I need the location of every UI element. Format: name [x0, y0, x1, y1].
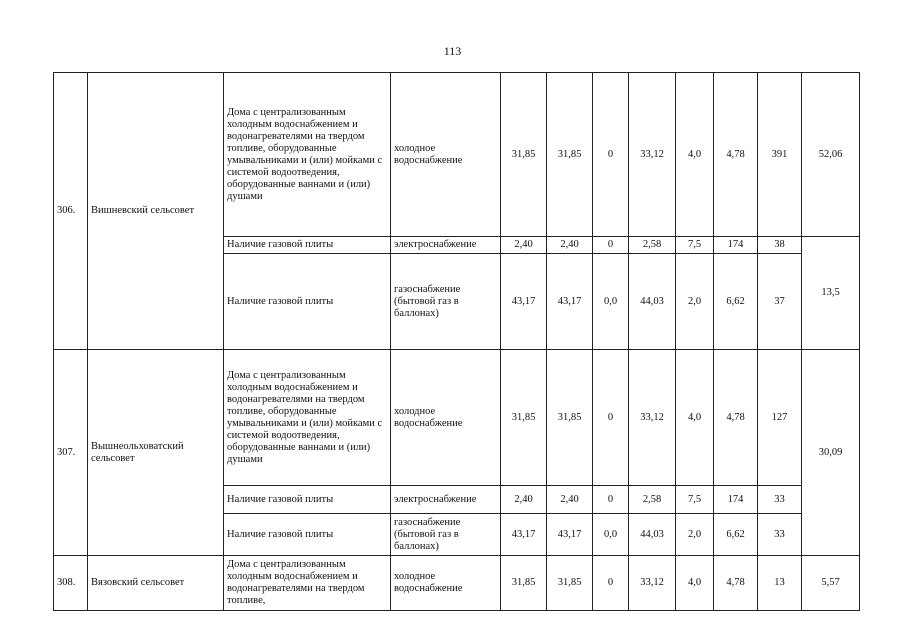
- housing-description: Наличие газовой плиты: [224, 237, 391, 254]
- value-cell: 7,5: [676, 237, 714, 254]
- value-cell: 2,40: [501, 486, 547, 514]
- value-cell: 44,03: [629, 254, 676, 350]
- housing-description: Дома с централизованным холодным водоснабжением и водонагревателями на твердом топливе, оборудованные умывальниками и (или) мойками с системой водоотведения, оборудованные ваннами и (или) душами: [224, 73, 391, 237]
- value-cell: 4,0: [676, 73, 714, 237]
- total-cell: 5,57: [802, 556, 860, 611]
- value-cell: 43,17: [501, 514, 547, 556]
- value-cell: 2,40: [501, 237, 547, 254]
- utility-service: электроснабжение: [391, 486, 501, 514]
- value-cell: 127: [758, 350, 802, 486]
- value-cell: 0,0: [593, 254, 629, 350]
- value-cell: 174: [714, 486, 758, 514]
- table-row: [54, 73, 860, 237]
- value-cell: 2,58: [629, 237, 676, 254]
- value-cell: 13: [758, 556, 802, 611]
- value-cell: 0: [593, 73, 629, 237]
- value-cell: 43,17: [547, 254, 593, 350]
- table-row: [54, 556, 860, 611]
- value-cell: 33,12: [629, 73, 676, 237]
- value-cell: 33,12: [629, 556, 676, 611]
- value-cell: 31,85: [501, 73, 547, 237]
- tariff-table: [53, 72, 860, 611]
- page-number: 113: [443, 44, 462, 58]
- value-cell: 0: [593, 486, 629, 514]
- total-cell: 13,5: [802, 237, 860, 350]
- value-cell: 2,40: [547, 237, 593, 254]
- value-cell: 0: [593, 556, 629, 611]
- value-cell: 174: [714, 237, 758, 254]
- value-cell: 37: [758, 254, 802, 350]
- housing-description: Наличие газовой плиты: [224, 486, 391, 514]
- row-number: 306.: [54, 73, 88, 350]
- housing-description: Дома с централизованным холодным водоснабжением и водонагревателями на твердом топливе, оборудованные умывальниками и (или) мойками с системой водоотведения, оборудованные ваннами и (или) душами: [224, 350, 391, 486]
- value-cell: 38: [758, 237, 802, 254]
- value-cell: 6,62: [714, 254, 758, 350]
- value-cell: 0: [593, 237, 629, 254]
- value-cell: 4,0: [676, 350, 714, 486]
- value-cell: 4,78: [714, 73, 758, 237]
- utility-service: газоснабжение (бытовой газ в баллонах): [391, 254, 501, 350]
- value-cell: 4,0: [676, 556, 714, 611]
- value-cell: 44,03: [629, 514, 676, 556]
- value-cell: 2,40: [547, 486, 593, 514]
- value-cell: 2,0: [676, 514, 714, 556]
- value-cell: 33: [758, 514, 802, 556]
- table-row: [54, 350, 860, 486]
- total-cell: 52,06: [802, 73, 860, 237]
- settlement-name: Вишневский сельсовет: [88, 73, 224, 350]
- housing-description: Дома с централизованным холодным водоснабжением и водонагревателями на твердом топливе,: [224, 556, 391, 611]
- utility-service: электроснабжение: [391, 237, 501, 254]
- utility-service: холодное водоснабжение: [391, 556, 501, 611]
- total-cell: 30,09: [802, 350, 860, 556]
- value-cell: 43,17: [547, 514, 593, 556]
- value-cell: 31,85: [547, 556, 593, 611]
- utility-service: холодное водоснабжение: [391, 350, 501, 486]
- value-cell: 31,85: [547, 350, 593, 486]
- value-cell: 0: [593, 350, 629, 486]
- value-cell: 31,85: [547, 73, 593, 237]
- value-cell: 6,62: [714, 514, 758, 556]
- value-cell: 43,17: [501, 254, 547, 350]
- utility-service: холодное водоснабжение: [391, 73, 501, 237]
- value-cell: 7,5: [676, 486, 714, 514]
- value-cell: 391: [758, 73, 802, 237]
- housing-description: Наличие газовой плиты: [224, 514, 391, 556]
- housing-description: Наличие газовой плиты: [224, 254, 391, 350]
- value-cell: 33,12: [629, 350, 676, 486]
- settlement-name: Вышнеольховатский сельсовет: [88, 350, 224, 556]
- utility-service: газоснабжение (бытовой газ в баллонах): [391, 514, 501, 556]
- value-cell: 33: [758, 486, 802, 514]
- value-cell: 4,78: [714, 556, 758, 611]
- value-cell: 31,85: [501, 556, 547, 611]
- value-cell: 2,0: [676, 254, 714, 350]
- value-cell: 31,85: [501, 350, 547, 486]
- value-cell: 4,78: [714, 350, 758, 486]
- value-cell: 2,58: [629, 486, 676, 514]
- row-number: 308.: [54, 556, 88, 611]
- value-cell: 0,0: [593, 514, 629, 556]
- settlement-name: Вязовский сельсовет: [88, 556, 224, 611]
- row-number: 307.: [54, 350, 88, 556]
